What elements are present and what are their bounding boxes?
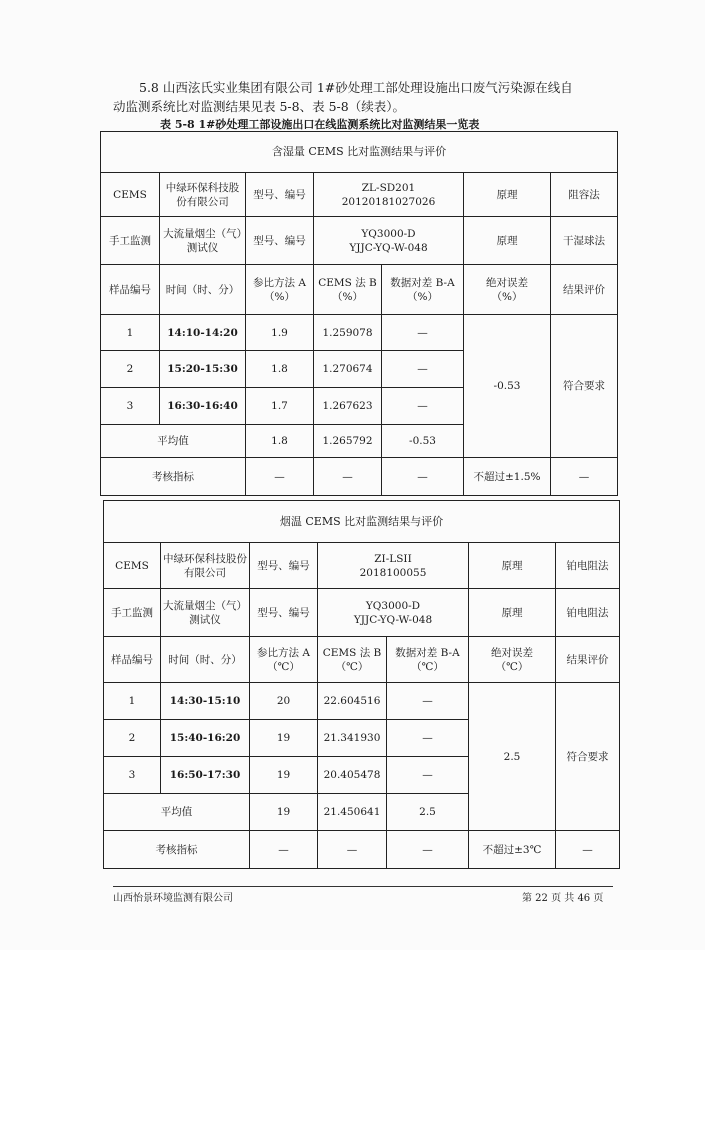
temperature-avg-a: 19: [250, 794, 318, 831]
moisture-cems-serial: 20120181027026: [341, 195, 436, 208]
moisture-row-time: 16:30-16:40: [160, 388, 246, 425]
temperature-manual-instrument: 大流量烟尘（气）测试仪: [161, 589, 250, 637]
moisture-col-cems-unit: （%）: [332, 290, 363, 303]
moisture-table: [100, 131, 618, 496]
moisture-manual-model: YQ3000-D: [361, 227, 416, 240]
moisture-col-abs: [464, 265, 551, 315]
moisture-abs-error: -0.53: [464, 315, 551, 458]
moisture-col-time: 时间（时、分）: [160, 265, 246, 315]
temperature-cems-serial: 2018100055: [359, 566, 427, 579]
temperature-col-diff-label: 数据对差 B-A: [395, 646, 460, 659]
temperature-col-eval: 结果评价: [556, 637, 620, 683]
temperature-row-time: 15:40-16:20: [161, 720, 250, 757]
moisture-model-label: 型号、编号: [246, 173, 314, 217]
footer-company: 山西怡景环境监测有限公司: [113, 893, 233, 904]
moisture-row-diff: —: [382, 351, 464, 388]
temperature-row-diff: —: [387, 683, 469, 720]
moisture-manual-principle: 干湿球法: [551, 217, 618, 265]
temperature-manual-serial: YJJC-YQ-W-048: [353, 613, 433, 626]
moisture-row-a: 1.8: [246, 351, 314, 388]
moisture-row-a: 1.9: [246, 315, 314, 351]
moisture-col-ref-unit: （%）: [264, 290, 295, 303]
moisture-row-time: 15:20-15:30: [160, 351, 246, 388]
moisture-cems-principle: 阻容法: [551, 173, 618, 217]
temperature-index-eval: —: [556, 831, 620, 869]
moisture-col-eval: 结果评价: [551, 265, 618, 315]
temperature-row-no: 3: [104, 757, 161, 794]
temperature-col-sample: 样品编号: [104, 637, 161, 683]
temperature-row-diff: —: [387, 720, 469, 757]
temperature-col-abs-label: 绝对误差: [491, 646, 533, 659]
temperature-col-cems-unit: （℃）: [335, 660, 369, 673]
moisture-avg-diff: -0.53: [382, 425, 464, 458]
temperature-col-diff-unit: （℃）: [411, 660, 444, 673]
temperature-row-1: [104, 683, 620, 720]
intro-paragraph: [113, 78, 613, 116]
temperature-index-a: —: [250, 831, 318, 869]
moisture-avg-b: 1.265792: [314, 425, 382, 458]
moisture-manual-model-cell: [314, 217, 464, 265]
temperature-row-time: 14:30-15:10: [161, 683, 250, 720]
moisture-manual-serial: YJJC-YQ-W-048: [349, 241, 428, 254]
moisture-col-diff-label: 数据对差 B-A: [390, 276, 455, 289]
moisture-row-diff: —: [382, 315, 464, 351]
temperature-row-a: 20: [250, 683, 318, 720]
temperature-col-ref: [250, 637, 318, 683]
temperature-principle-label: 原理: [469, 543, 556, 589]
temperature-col-time: 时间（时、分）: [161, 637, 250, 683]
moisture-principle-label: 原理: [464, 173, 551, 217]
moisture-col-ref: [246, 265, 314, 315]
moisture-cems-label: CEMS: [101, 173, 160, 217]
moisture-col-diff: [382, 265, 464, 315]
temperature-manual-model: YQ3000-D: [365, 599, 421, 612]
moisture-index-b: —: [314, 458, 382, 496]
moisture-manual-model-label: 型号、编号: [246, 217, 314, 265]
temperature-row-no: 2: [104, 720, 161, 757]
temperature-cems-model: ZI-LSII: [374, 552, 412, 565]
temperature-col-ref-label: 参比方法 A: [257, 646, 310, 659]
temperature-cems-label: CEMS: [104, 543, 161, 589]
moisture-cems-maker: 中绿环保科技股份有限公司: [160, 173, 246, 217]
moisture-col-sample: 样品编号: [101, 265, 160, 315]
moisture-row-no: 3: [101, 388, 160, 425]
moisture-avg-a: 1.8: [246, 425, 314, 458]
moisture-index-eval: —: [551, 458, 618, 496]
temperature-avg-diff: 2.5: [387, 794, 469, 831]
moisture-title: 含湿量 CEMS 比对监测结果与评价: [101, 132, 618, 173]
moisture-row-no: 1: [101, 315, 160, 351]
moisture-index-row: [101, 458, 618, 496]
temperature-col-cems: [318, 637, 387, 683]
temperature-cems-maker: 中绿环保科技股份有限公司: [161, 543, 250, 589]
temperature-model-label: 型号、编号: [250, 543, 318, 589]
moisture-index-a: —: [246, 458, 314, 496]
temperature-manual-label: 手工监测: [104, 589, 161, 637]
moisture-manual-principle-label: 原理: [464, 217, 551, 265]
temperature-avg-label: 平均值: [104, 794, 250, 831]
temperature-row-no: 1: [104, 683, 161, 720]
moisture-index-diff: —: [382, 458, 464, 496]
temperature-row-b: 21.341930: [318, 720, 387, 757]
temperature-index-diff: —: [387, 831, 469, 869]
moisture-row-b: 1.267623: [314, 388, 382, 425]
moisture-row-a: 1.7: [246, 388, 314, 425]
temperature-cems-principle: 铂电阻法: [556, 543, 620, 589]
temperature-row-a: 19: [250, 757, 318, 794]
temperature-row-time: 16:50-17:30: [161, 757, 250, 794]
temperature-manual-model-cell: [318, 589, 469, 637]
moisture-col-ref-label: 参比方法 A: [253, 276, 306, 289]
moisture-col-cems: [314, 265, 382, 315]
intro-line-2: 动监测系统比对监测结果见表 5-8、表 5-8（续表）。: [113, 99, 405, 114]
temperature-table: [103, 500, 620, 869]
temperature-col-ref-unit: （℃）: [267, 660, 300, 673]
moisture-manual-label: 手工监测: [101, 217, 160, 265]
temperature-index-label: 考核指标: [104, 831, 250, 869]
temperature-manual-model-label: 型号、编号: [250, 589, 318, 637]
temperature-col-abs-unit: （℃）: [495, 660, 529, 673]
temperature-col-abs: [469, 637, 556, 683]
table-caption: 表 5-8 1#砂处理工部设施出口在线监测系统比对监测结果一览表: [160, 118, 480, 131]
moisture-cems-model: ZL-SD201: [361, 181, 416, 194]
intro-line-1: 5.8 山西泫氏实业集团有限公司 1#砂处理工部处理设施出口废气污染源在线自: [139, 80, 573, 95]
moisture-row-diff: —: [382, 388, 464, 425]
moisture-index-abs: 不超过±1.5%: [464, 458, 551, 496]
moisture-col-abs-unit: （%）: [491, 290, 523, 303]
moisture-row-no: 2: [101, 351, 160, 388]
moisture-row-b: 1.259078: [314, 315, 382, 351]
moisture-row-b: 1.270674: [314, 351, 382, 388]
temperature-col-cems-label: CEMS 法 B: [322, 646, 382, 659]
moisture-row-time: 14:10-14:20: [160, 315, 246, 351]
temperature-row-diff: —: [387, 757, 469, 794]
moisture-row-1: [101, 315, 618, 351]
temperature-col-diff: [387, 637, 469, 683]
temperature-row-b: 22.604516: [318, 683, 387, 720]
moisture-col-diff-unit: （%）: [407, 290, 438, 303]
footer-divider: [113, 886, 613, 887]
moisture-manual-instrument: 大流量烟尘（气）测试仪: [160, 217, 246, 265]
moisture-avg-label: 平均值: [101, 425, 246, 458]
moisture-index-label: 考核指标: [101, 458, 246, 496]
temperature-row-a: 19: [250, 720, 318, 757]
temperature-row-b: 20.405478: [318, 757, 387, 794]
temperature-index-row: [104, 831, 620, 869]
temperature-title: 烟温 CEMS 比对监测结果与评价: [104, 501, 620, 543]
temperature-index-b: —: [318, 831, 387, 869]
temperature-avg-b: 21.450641: [318, 794, 387, 831]
temperature-manual-principle-label: 原理: [469, 589, 556, 637]
temperature-index-abs: 不超过±3℃: [469, 831, 556, 869]
temperature-cems-model-cell: [318, 543, 469, 589]
footer-page-number: 第 22 页 共 46 页: [522, 893, 604, 904]
temperature-manual-principle: 铂电阻法: [556, 589, 620, 637]
moisture-col-abs-label: 绝对误差: [486, 276, 528, 289]
moisture-cems-model-cell: [314, 173, 464, 217]
temperature-evaluation: 符合要求: [556, 683, 620, 831]
temperature-abs-error: 2.5: [469, 683, 556, 831]
moisture-evaluation: 符合要求: [551, 315, 618, 458]
moisture-col-cems-label: CEMS 法 B: [318, 276, 377, 289]
